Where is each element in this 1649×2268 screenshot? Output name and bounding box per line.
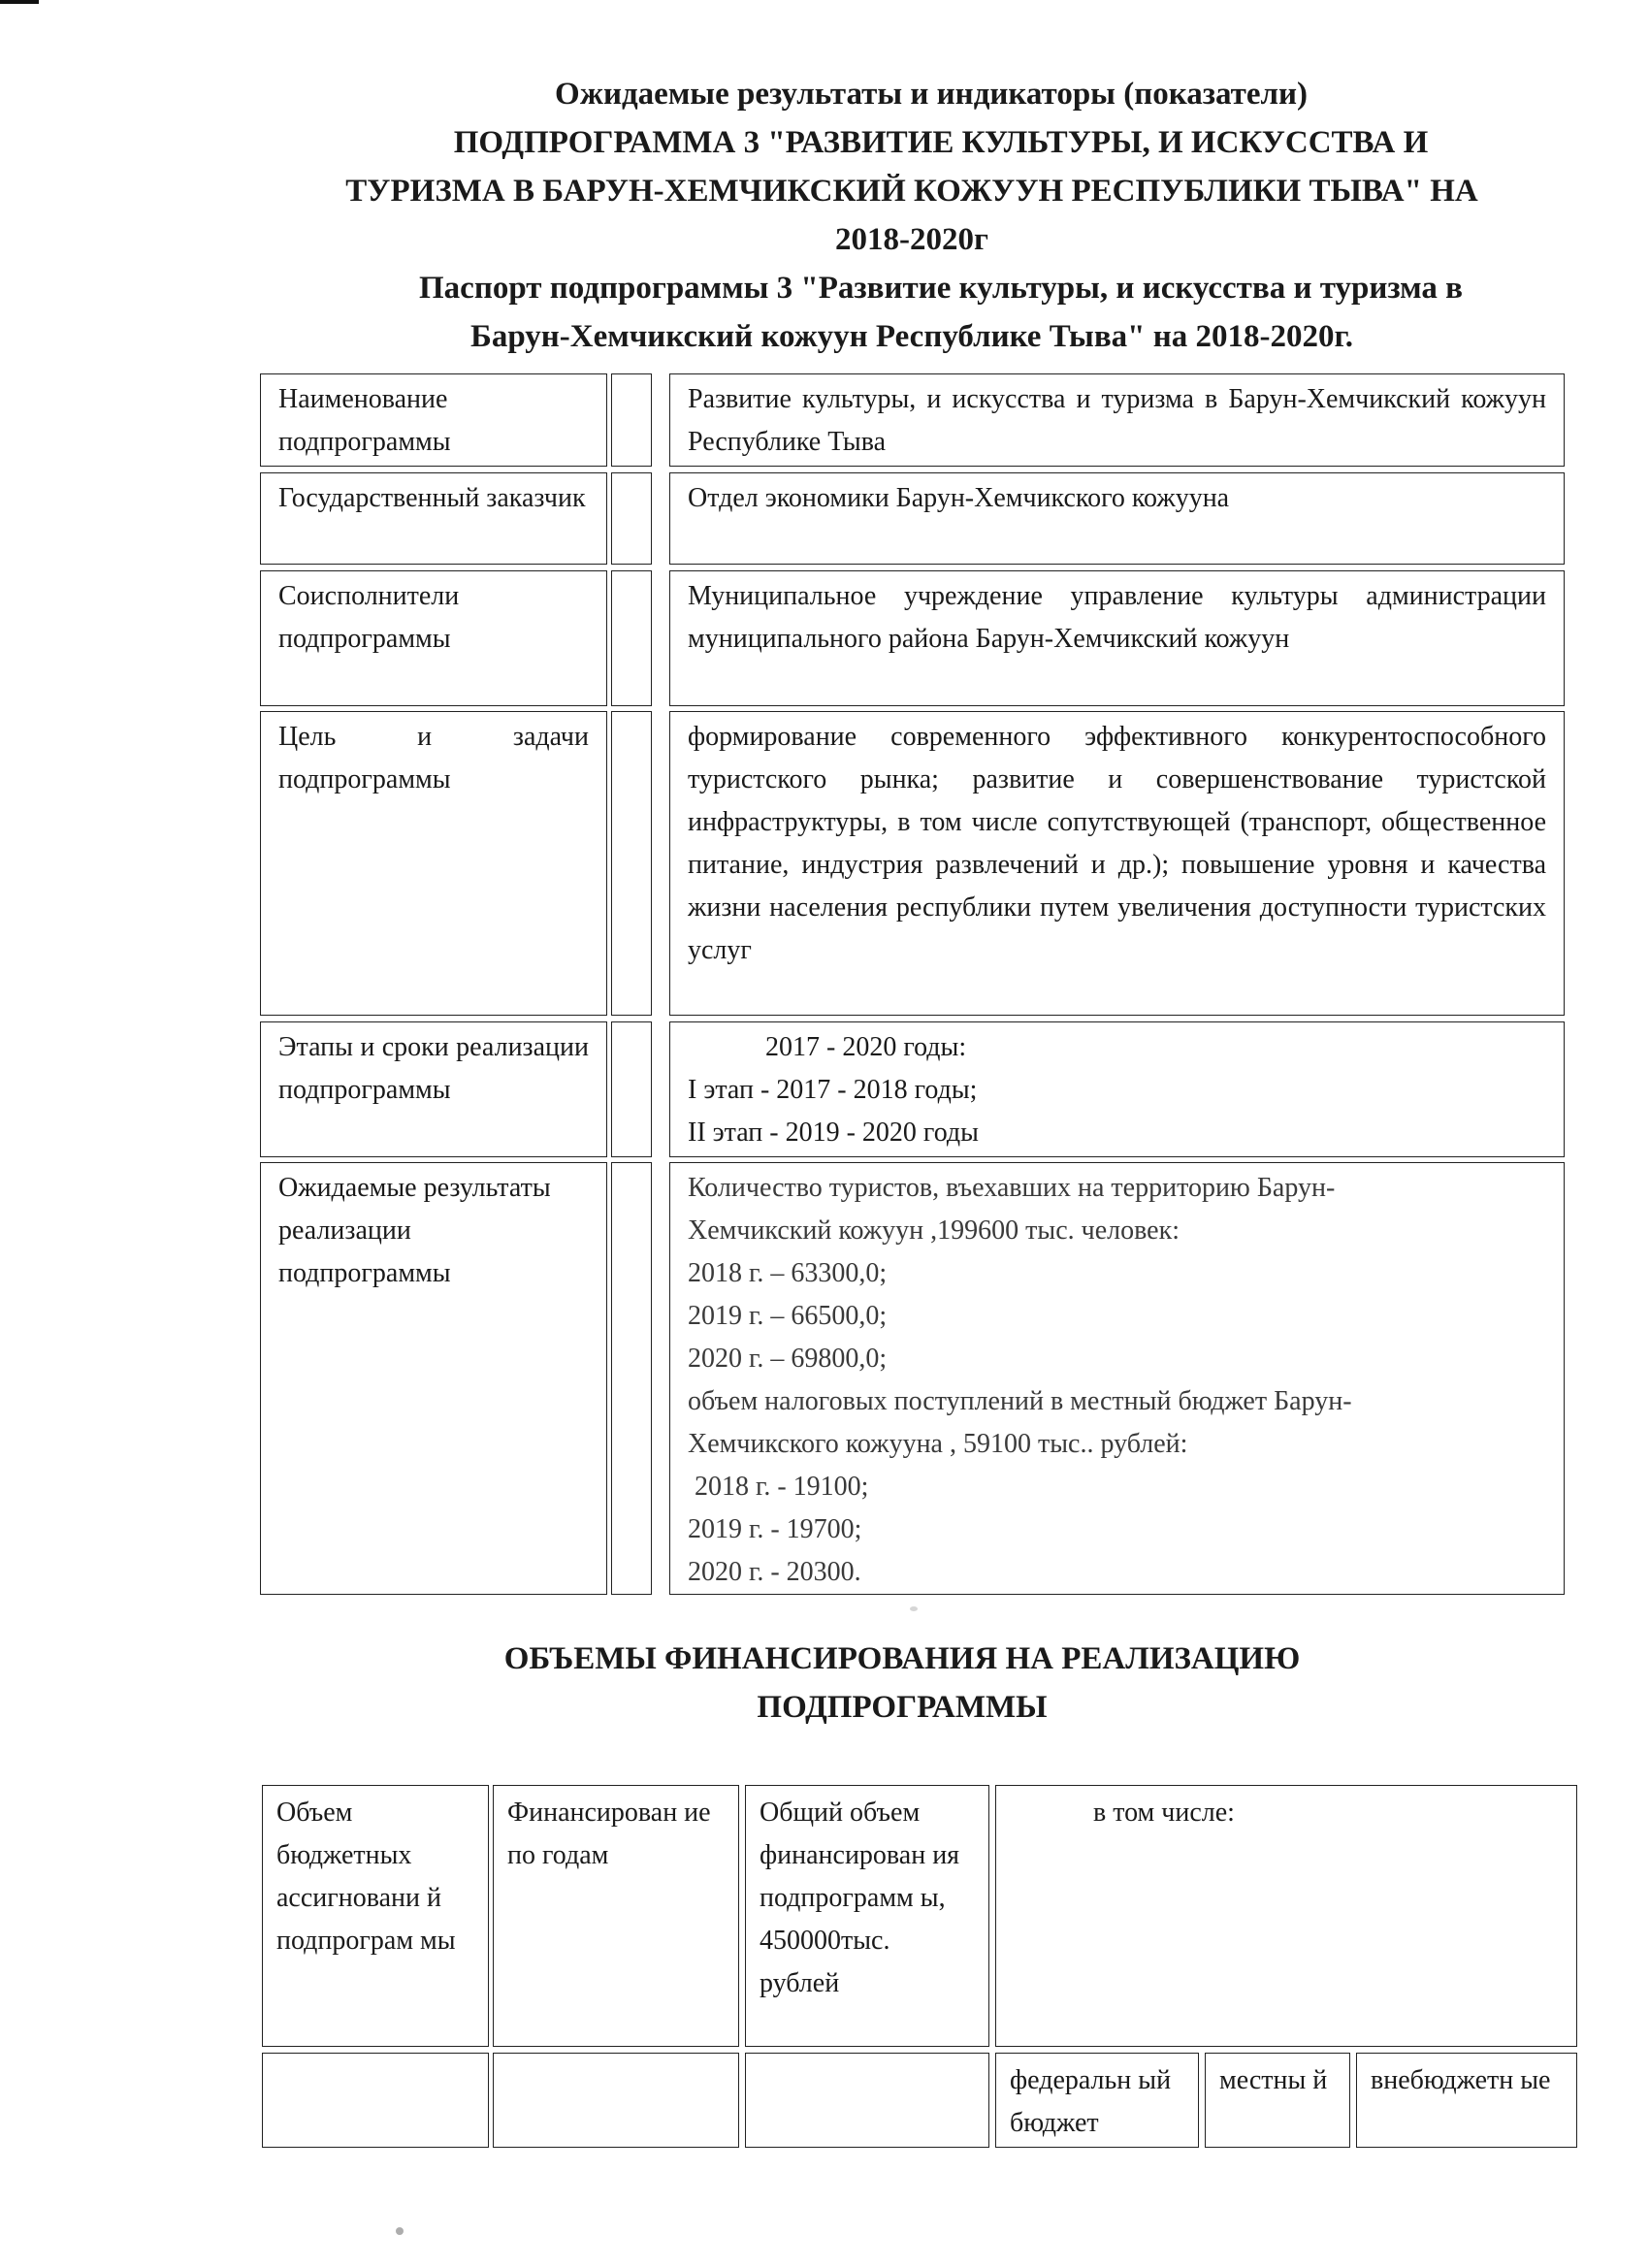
passport-title-line-2: Барун-Хемчикский кожуун Республике Тыва" на 2018-2020г. (470, 319, 1353, 354)
value-name: Развитие культуры, и искусства и туризма в Барун-Хемчикский кожуун Республике Тыва (688, 384, 1546, 457)
value-customer: Отдел экономики Барун-Хемчикского кожууна (688, 483, 1230, 513)
financing-title (388, 1635, 1416, 1732)
label-customer: Государственный заказчик (278, 483, 586, 513)
scan-speck (910, 1606, 918, 1611)
results-line: 2020 г. – 69800,0; (688, 1344, 888, 1374)
passport-row-name (260, 373, 1565, 467)
fin-sub-empty-3 (745, 2053, 989, 2148)
label-coexecutors: Соисполнители подпрограммы (278, 581, 460, 654)
fin-col-total-text: Общий объем финансирован ия подпрограмм ы, 450000тыс. рублей (760, 1798, 960, 1998)
results-line: 2018 г. - 19100; (688, 1472, 869, 1502)
fin-col-budget (262, 1785, 489, 2047)
fin-sub-empty-1 (262, 2053, 489, 2148)
fin-sub-federal (995, 2053, 1199, 2148)
results-line: Хемчикский кожуун ,199600 тыс. человек: (688, 1215, 1180, 1246)
fin-col-total (745, 1785, 989, 2047)
fin-col-by-years-text: Финансирован ие по годам (507, 1798, 711, 1870)
heading-line-4: 2018-2020г (835, 222, 988, 257)
fin-col-budget-text: Объем бюджетных ассигновани й подпрограм мы (276, 1798, 456, 1956)
stages-line: II этап - 2019 - 2020 годы (688, 1118, 979, 1148)
financing-title-line-1: ОБЪЕМЫ ФИНАНСИРОВАНИЯ НА РЕАЛИЗАЦИЮ (503, 1641, 1301, 1676)
passport-row-goals (260, 711, 1565, 1016)
label-goals: Цель и задачи подпрограммы (278, 722, 589, 794)
scan-speck (396, 2227, 404, 2235)
label-name: Наименование подпрограммы (278, 384, 451, 457)
value-coexecutors: Муниципальное учреждение управление культуры администрации муниципального района Барун-Хемчикский кожуун (688, 581, 1546, 654)
fin-sub-extrabudget-text: внебюджетн ые (1371, 2065, 1551, 2095)
passport-title-line-1: Паспорт подпрограммы 3 "Развитие культуры, и искусства и туризма в (419, 271, 1463, 306)
fin-sub-empty-2 (493, 2053, 739, 2148)
passport-title (242, 264, 1581, 361)
results-line: Хемчикского кожууна , 59100 тыс.. рублей: (688, 1429, 1188, 1459)
results-line: 2019 г. - 19700; (688, 1514, 862, 1544)
results-line: 2019 г. – 66500,0; (688, 1301, 888, 1331)
heading-line-2: ПОДПРОГРАММА 3 "РАЗВИТИЕ КУЛЬТУРЫ, И ИСКУССТВА И (453, 125, 1429, 160)
label-results: Ожидаемые результаты реализации подпрограммы (278, 1173, 551, 1288)
heading-line-3: ТУРИЗМА В БАРУН-ХЕМЧИКСКИЙ КОЖУУН РЕСПУБЛИКИ ТЫВА" НА (345, 174, 1478, 209)
passport-row-stages (260, 1021, 1565, 1157)
fin-sub-extrabudget (1356, 2053, 1577, 2148)
stages-line: 2017 - 2020 годы: (765, 1032, 967, 1062)
fin-sub-federal-text: федеральн ый бюджет (1010, 2065, 1172, 2138)
scan-corner-mark (0, 0, 39, 4)
results-line: 2018 г. – 63300,0; (688, 1258, 888, 1288)
value-goals: формирование современного эффективного конкурентоспособного туристского рынка; развитие и совершенствование туристской инфраструктуры, в том числе сопутствующей (транспорт, общественное питание, индустрия развлечений и др.); повышение уровня и качества жизни населения республики путем увеличения доступности туристских услуг (688, 722, 1546, 965)
results-line: Количество туристов, въехавших на территорию Барун- (688, 1173, 1336, 1203)
fin-sub-local (1205, 2053, 1350, 2148)
fin-col-including-text: в том числе: (1093, 1798, 1235, 1828)
fin-col-including (995, 1785, 1577, 2047)
fin-sub-local-text: местны й (1219, 2065, 1328, 2095)
heading-line-1: Ожидаемые результаты и индикаторы (показатели) (554, 77, 1309, 112)
document-heading (242, 70, 1581, 264)
financing-title-line-2: ПОДПРОГРАММЫ (757, 1690, 1048, 1725)
passport-row-results (260, 1162, 1565, 1595)
passport-row-customer (260, 472, 1565, 565)
stages-line: I этап - 2017 - 2018 годы; (688, 1075, 978, 1105)
results-line: 2020 г. - 20300. (688, 1557, 861, 1587)
passport-row-coexecutors (260, 570, 1565, 706)
label-stages: Этапы и сроки реализации подпрограммы (278, 1032, 589, 1105)
fin-col-by-years (493, 1785, 739, 2047)
results-line: объем налоговых поступлений в местный бюджет Барун- (688, 1386, 1352, 1416)
